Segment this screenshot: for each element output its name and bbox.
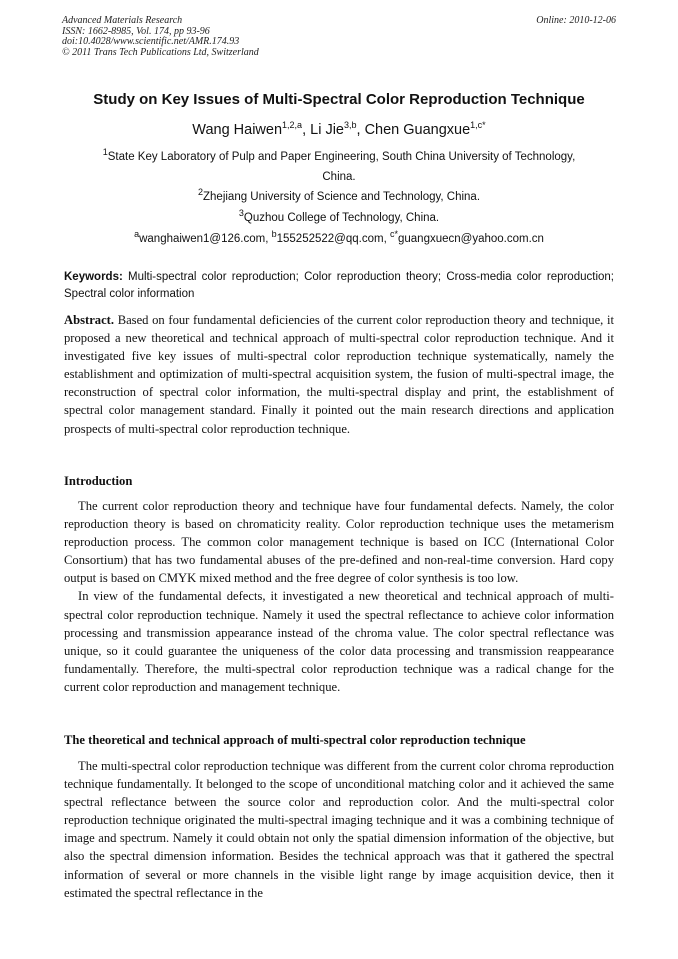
affiliation-2 bbox=[62, 187, 616, 203]
affiliation-text: State Key Laboratory of Pulp and Paper Engineering, South China University of Technology, bbox=[107, 151, 576, 163]
email-sup: a bbox=[134, 229, 140, 240]
introduction-body bbox=[64, 497, 614, 696]
keywords-text: Multi-spectral color reproduction; Color reproduction theory; Cross-media color reproduction; Spectral color information bbox=[64, 271, 614, 300]
affiliation-1 bbox=[62, 147, 616, 163]
email-sup: b bbox=[271, 229, 277, 240]
affiliation-text: Zhejiang University of Science and Technology, China. bbox=[203, 191, 481, 203]
paragraph: The current color reproduction theory and technique have four fundamental defects. Namely, the color reproduction theory is based on chromaticity reality. Color reproduction technique uses the metamerism reproduction process. The common color management technique is based on ICC (International Color Consortium) that has two fundamental abuses of the pre-defined and non-real-time conversion. Hard copy output is based on CMYK mixed method and the free degree of color synthesis is too low. bbox=[64, 499, 614, 586]
paper-title: Study on Key Issues of Multi-Spectral Color Reproduction Technique bbox=[93, 91, 585, 108]
keywords-label: Keywords: bbox=[64, 271, 123, 283]
affiliation-sup: 3 bbox=[238, 208, 244, 219]
paragraph: In view of the fundamental defects, it investigated a new theoretical and technical approach of multi-spectral color reproduction technique. Namely it used the spectral reflectance to achieve color information processing and transmission appearance instead of the chroma value. The color spectral reflectance was unique, so it could guarantee the uniqueness of the color data processing and transmission reappearance fundamentally. Therefore, the multi-spectral color reproduction technique was a radical change for the current color reproduction and management technique. bbox=[64, 589, 614, 694]
author-name: Li Jie bbox=[310, 122, 344, 138]
affiliation-sup: 1 bbox=[102, 147, 108, 158]
journal-header bbox=[62, 16, 616, 58]
author-sup: 1,2,a bbox=[282, 120, 303, 131]
author-sup: 3,b bbox=[343, 120, 357, 131]
author-sup: 1,c* bbox=[470, 120, 486, 131]
section-heading-approach: The theoretical and technical approach of multi-spectral color reproduction technique bbox=[64, 733, 526, 747]
doi: doi:10.4028/www.scientific.net/AMR.174.93 bbox=[62, 36, 240, 47]
email-link[interactable]: wanghaiwen1@126.com bbox=[139, 233, 266, 245]
abstract-label: Abstract. bbox=[64, 313, 115, 327]
email-link[interactable]: guangxuecn@yahoo.com.cn bbox=[397, 233, 544, 245]
email-link[interactable]: 155252522@qq.com bbox=[276, 233, 384, 245]
section-heading-introduction: Introduction bbox=[64, 474, 133, 488]
affiliation-text: Quzhou College of Technology, China. bbox=[243, 212, 440, 224]
issn: ISSN: 1662-8985, Vol. 174, pp 93-96 bbox=[62, 25, 210, 37]
affiliation-3 bbox=[62, 208, 616, 224]
affiliation-1-cont: China. bbox=[322, 171, 356, 183]
abstract bbox=[64, 311, 614, 438]
copyright: © 2011 Trans Tech Publications Ltd, Switzerland bbox=[62, 46, 259, 58]
keywords bbox=[64, 269, 614, 303]
abstract-text: Based on four fundamental deficiencies of the current color reproduction theory and technique, it proposed a new theoretical and technical approach of multi-spectral color reproduction technique. And it investigated five key issues of multi-spectral color reproduction technique systematically, namely the establishment and optimization of multi-spectral acquisition system, the fusion of multi-spectral image, the reconstruction of spectral color information, the multi-spectral display and print, the establishment of spectral color management standard. Finally it pointed out the main research directions and application prospects of multi-spectral color reproduction technique. bbox=[64, 313, 614, 436]
author-name: Wang Haiwen bbox=[192, 122, 283, 138]
author-emails: $^a$wanghaiwen1@126.com, $^b$155252522@qq.com, $^{c*}$guangxuecn@yahoo.com.cn bbox=[134, 229, 544, 245]
author-name: Chen Guangxue bbox=[364, 122, 471, 138]
affiliation-sup: 2 bbox=[197, 187, 203, 198]
email-sup: c* bbox=[389, 229, 398, 240]
paragraph: The multi-spectral color reproduction technique was different from the current color chroma reproduction technique fundamentally. It belonged to the scope of unconditional matching color and it achieved the same spectral reflectance between the source color and reproduction color. And the multi-spectral color reproduction technique originated the multi-spectral imaging technique and it was a combining technique of image and spectrum. Namely it could obtain not only the spatial dimension information of the objective, but also the spectral dimension information. Besides the technical approach was that it gathered the spectral information of several or more channels in the visible light range by image acquisition device, then it estimated the spectral reflectance in the bbox=[64, 759, 614, 900]
online-date: Online: 2010-12-06 bbox=[536, 15, 616, 26]
author-list: Wang Haiwen$^{1,2,a}$, Li Jie$^{3,b}$, Chen Guangxue$^{1,c*}$ bbox=[192, 120, 486, 138]
journal-name: Advanced Materials Research bbox=[62, 15, 183, 26]
section-approach-body bbox=[64, 757, 614, 902]
